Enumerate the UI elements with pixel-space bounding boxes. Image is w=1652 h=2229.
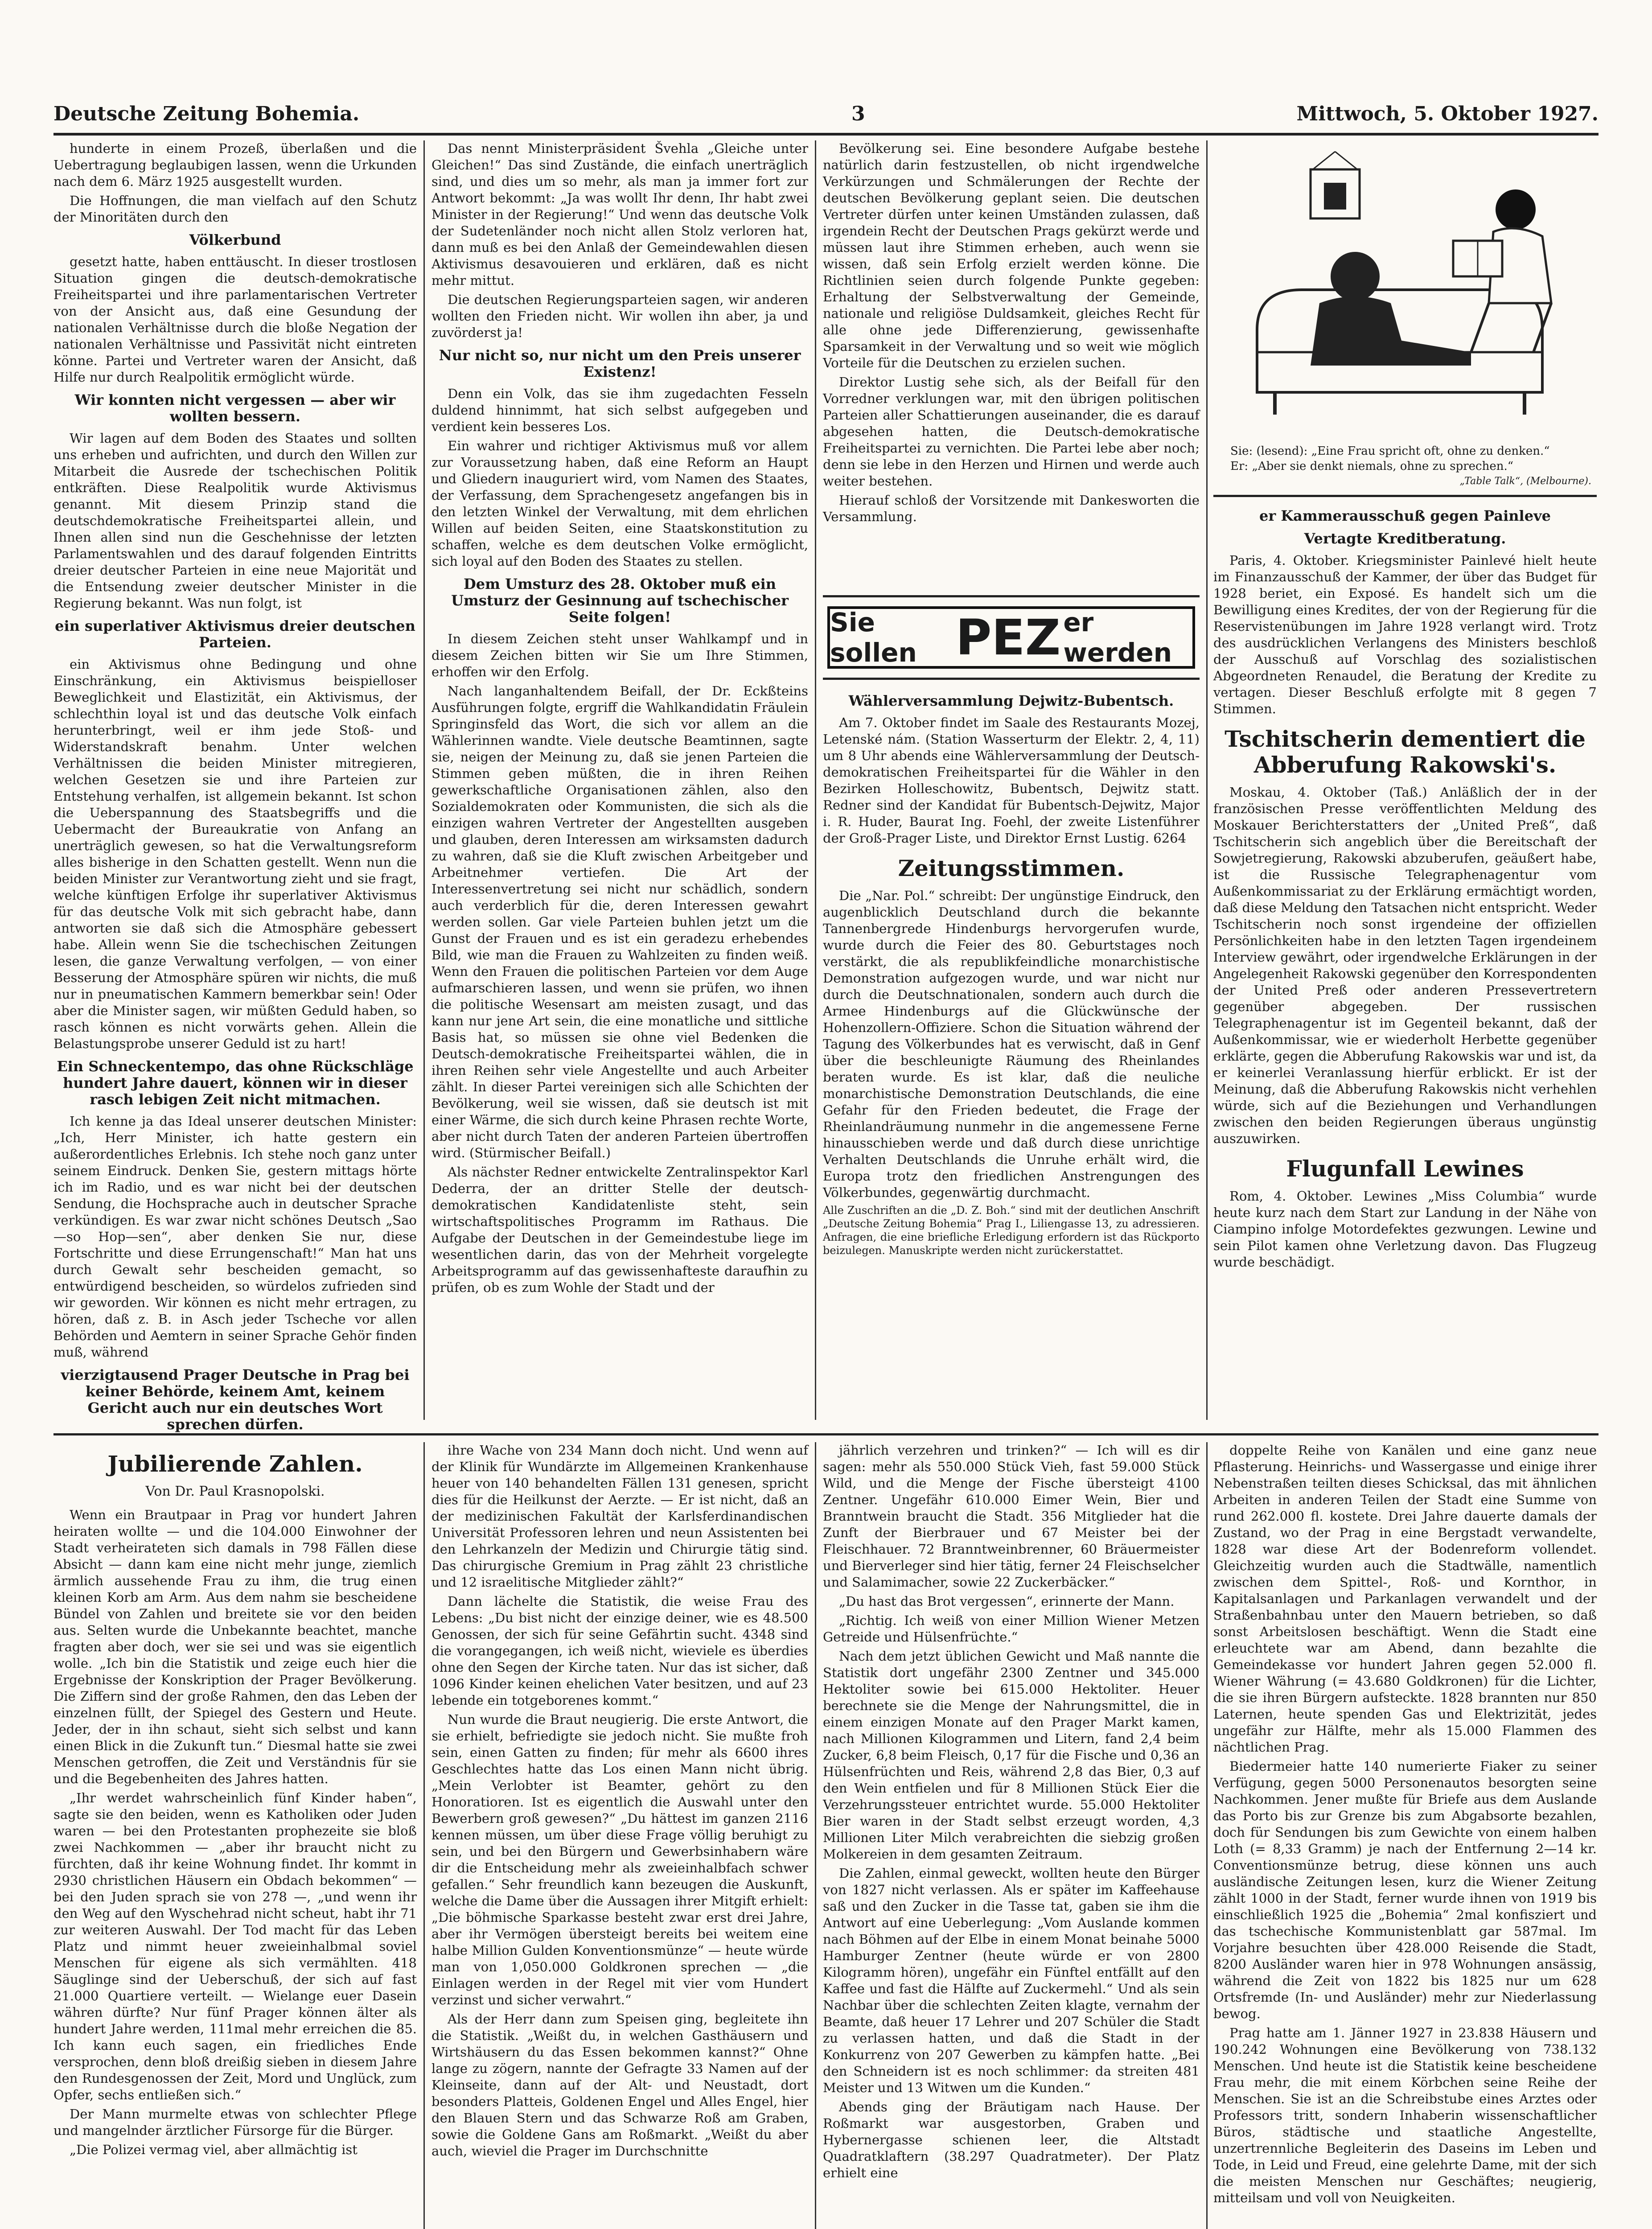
masthead-date: Mittwoch, 5. Oktober 1927. [1296, 103, 1599, 125]
lower-column-2 [431, 1442, 808, 2229]
paragraph: „Richtig. Ich weiß von einer Million Wiener Metzen Getreide und Hülsenfrüchte.“ [823, 1613, 1200, 1645]
paragraph: Ich kenne ja das Ideal unserer deutschen Minister: „Ich, Herr Minister, ich hatte gestern ein außerordentliches Erlebnis. Ich stehe noch ganz unter seinem Eindruck. Denken Sie, gestern mittags hörte ich im Radio, und es war nicht bei der deutschen Sendung, die Hochsprache auch in deutscher Sprache verkündigen. Es war zwar nicht schönes Deutsch „Sao—so Hop—sen“, aber denken Sie nur, diese Fortschritte und diese Errungenschaft!“ Man hat uns durch Gewalt sehr bescheiden gemacht, so entwürdigend bescheiden, so würdelos zufrieden sind wir geworden. Wir können es nicht mehr ertragen, zu hören, daß z. B. in Asch jeder Tscheche vor allen Behörden und Aemtern in seiner Sprache Gehör finden muß, während [53, 1114, 417, 1360]
paragraph: Die Zahlen, einmal geweckt, wollten heute den Bürger von 1827 nicht verlassen. Als er später im Kaffeehause saß und den Zucker in die Tasse tat, gaben sie ihm die Antwort auf eine Ueberlegung: „Vom Auslande kommen nach Böhmen auf der Elbe in einem Monat beinahe 5000 Hamburger Zentner (heute würde er von 2800 Kilogramm hören), ungefähr ein Fünftel entfällt auf den Kaffee und fast die Hälfte auf Zuckermehl.“ Und als sein Nachbar über die schlechten Zeiten klagte, vernahm der Beamte, daß heuer 17 Lehrer und 207 Schüler die Stadt zu verlassen hatten, und daß die Stadt in der Konkurrenz von 207 Gewerben zu kämpfen hatte. „Bei den Schneidern ist es noch schlimmer: da streiten 481 Meister und 13 Witwen um die Kunden.“ [823, 1866, 1200, 2095]
paragraph: Wenn ein Brautpaar in Prag vor hundert Jahren heiraten wollte — und die 104.000 Einwohner der Stadt verheirateten sich damals in 798 Fällen diese Absicht — dann kam eine nicht mehr junge, ziemlich ärmlich aussehende Frau zu ihm, die trug einen kleinen Korb am Arm. Aus dem nahm sie bescheidene Bündel von Zahlen und breitete sie vor den beiden aus. Selten wurde die Unbekannte beachtet, manche fragten aber doch, wer sie sei und was sie eigentlich wolle. „Ich bin die Statistik und zeige euch hier die Ergebnisse der Konskription der Prager Bevölkerung. Die Ziffern sind der große Rahmen, den das Leben der einzelnen füllt, der Spiegel des Gestern und Heute. Jeder, der in ihn schaut, sieht sich selbst und kann einen Blick in die Zukunft tun.“ Diesmal hatte sie zwei Menschen getroffen, die Zeit und Verständnis für sie und die Begebenheiten des Jahres hatten. [53, 1507, 417, 1786]
section-heading: Nur nicht so, nur nicht um den Preis unserer Existenz! [439, 347, 801, 380]
pez-advertisement [827, 606, 1195, 669]
paragraph: Abends ging der Bräutigam nach Hause. Der Roßmarkt war ausgestorben, Graben und Hybernergasse schienen leer, die Altstadt Quadratklaftern (38.297 Quadratmeter). Der Platz erhielt eine [823, 2099, 1200, 2180]
paragraph: Das nennt Ministerpräsident Švehla „Gleiche unter Gleichen!“ Das sind Zustände, die einfach unerträglich sind, und dies um so mehr, als man ja immer fort zur Antwort bekommt: „Ja was wollt Ihr denn, Ihr habt zwei Minister in der Regierung!“ Und wenn das deutsche Volk der Sudetenländer noch nicht allen Stolz verloren hat, dann muß es bei den Anlaß der Gemeindewahlen diesen Aktivismus desavouieren und erklären, daß es nicht mehr mittut. [431, 141, 808, 288]
section-heading: Vertagte Kreditberatung. [1304, 530, 1506, 547]
paragraph: Dann lächelte die Statistik, die weise Frau des Lebens: „Du bist nicht der einzige deiner, wie es 48.500 Genossen, der sich für seine Gefährtin sucht. 4348 sind die vorangegangen, ich weiß nicht, wieviele es überdies ohne den Segen der Kirche taten. Nur das ist sicher, daß 1096 Kinder keinen ehelichen Vater besitzen, und auf 23 lebende ein totgeborenes kommt.“ [431, 1594, 808, 1708]
paragraph: Die deutschen Regierungsparteien sagen, wir anderen wollten den Frieden nicht. Wir wollen ihn aber, ja und zuvörderst ja! [431, 292, 808, 340]
caption-line-1: Sie: (lesend): „Eine Frau spricht oft, ohne zu denken.“ [1230, 444, 1550, 458]
column-divider [1206, 140, 1208, 1420]
column-divider [423, 1442, 425, 2229]
upper-column-4 [1213, 502, 1597, 1420]
paragraph: Nach langanhaltendem Beifall, der Dr. Eckßteins Ausführungen folgte, ergriff die Wahlkandidatin Fräulein Springinsfeld das Wort, die sich vor allem an die Wählerinnen wandte. Viele deutsche Beamtinnen, sagte sie, neigen der Meinung zu, daß sie jenen Parteien die Stimmen geben müßten, die in ihren Reihen gewerkschaftliche Organisationen zählen, also den Sozialdemokraten oder Kommunisten, die sich als die einzigen wahren Vertreter der Angestellten ausgeben und glauben, deren Interessen am wirksamsten dadurch zu wahren, daß sie die Kluft zwischen Arbeitgeber und Arbeitnehmer vertiefen. Die Art der Interessenvertretung sei nicht nur schädlich, sondern auch verderblich für die, deren Interessen gewahrt werden sollen. Gar viele Parteien buhlen jetzt um die Gunst der Frauen und es ist ein geradezu erhebendes Bild, wie man die Frauen zu Wahlzeiten zu finden weiß. Wenn den Frauen die politischen Parteien vor dem Auge aufmarschieren lassen, und wenn sie prüfen, wo ihnen die politische Wesensart am meisten zusagt, und das kann nur jene Art sein, die eine monatliche und sittliche Basis hat, so müssen sie ohne viel Bedenken die Deutsch-demokratische Freiheitspartei wählen, die in ihren Reihen sehr viele Angestellte und auch Arbeiter zählt. In dieser Partei vereinigen sich alle Schichten der Bevölkerung, weil sie wissen, daß sie deutsch ist mit einer Wärme, die sich durch keine Phrasen rechte Worte, aber nicht durch Taten der anderen Parteien übertroffen wird. (Stürmischer Beifall.) [431, 683, 808, 1160]
upper-column-3-top [823, 140, 1200, 586]
paragraph: Nach dem jetzt üblichen Gewicht und Maß nannte die Statistik dort ungefähr 2300 Zentner und 345.000 Hektoliter sowie bei 615.000 Hektoliter. Heuer berechnete sie die Menge der Nahrungsmittel, die in einem einzigen Monate auf den Prager Markt kamen, nach Millionen Kilogrammen und Litern, fand 2,4 beim Zucker, 6,8 beim Fleisch, 0,17 für die Fische und 0,36 an Hülsenfrüchten und Reis, während 2,8 das Bier, 0,3 auf den Wein entfielen und für 8 Millionen Stück Eier die Verzehrungssteuer entrichtet wurde. 55.000 Hektoliter Bier waren in der Stadt selbst erzeugt worden, 4,3 Millionen Liter Milch verabreichten die siebzig großen Molkereien in dem gesamten Zeitraum. [823, 1649, 1200, 1862]
column-divider [423, 140, 425, 1420]
paragraph: Die „Nar. Pol.“ schreibt: Der ungünstige Eindruck, den augenblicklich Deutschland durch die bekannte Tannenbergrede Hindenburgs hervorgerufen wurde, wurde durch die Feier des 80. Geburtstages noch verstärkt, die als republikfeindliche monarchistische Demonstration aufgezogen wurde, und war nicht nur durch die Deutschnationalen, sondern auch durch die Armee Hindenburgs auf die Glückwünsche der Hohenzollern-Offiziere. Schon die Situation während der Tagung des Völkerbundes hat es verwischt, daß in Genf über die beschleunigte Räumung des Rheinlandes beraten wurde. Es ist klar, daß die neuliche monarchistische Demonstration Deutschlands, die eine Gefahr für den Frieden bedeutet, die Frage der Rheinlandräumung nunmehr in die angemessene Ferne hinausschieben werde und daß durch diese unrichtige Verhalten Deutschlands die Unruhe erhält wird, die Europa trotz den friedlichen Anstrengungen des Völkerbundes, gegenwärtig durchmacht. [823, 888, 1200, 1200]
ad-text-right: er werden [1063, 607, 1172, 668]
article-byline: Von Dr. Paul Krasnopolski. [145, 1484, 325, 1499]
article-title: Jubilierende Zahlen. [107, 1451, 363, 1477]
paragraph: Moskau, 4. Oktober (Taß.) Anläßlich der in der französischen Presse veröffentlichten Meldung des Moskauer Berichterstatters der „United Preß“, daß Tschitscherin sich angeblich über die Bereitschaft der Sowjetregierung, Rakowski abzuberufen, geäußert habe, ist die Russische Telegraphenagentur vom Außenkommissariat zu der Erklärung ermächtigt worden, daß diese Meldung den Tatsachen nicht entspricht. Weder Tschitscherin noch sonst irgendeine der offiziellen Persönlichkeiten habe in den letzten Tagen irgendeinem Interview gewährt, oder irgendwelche Erklärungen in der Angelegenheit Rakowski gegenüber den Korrespondenten der United Preß oder anderen Pressevertretern gegenüber abgegeben. Der russischen Telegraphenagentur ist im Gegenteil bekannt, daß der Außenkommissar, wie er wiederholt Herbette gegenüber erklärte, gegen die Abberufung Rakowskis war und ist, da er keinerlei Veranlassung hierfür erblickt. Er ist der Meinung, daß die Abberufung Rakowskis nicht verhehlen würde, sich auf die Beziehungen und Verhandlungen zwischen den beiden Regierungen überaus ungünstig auszuwirken. [1213, 785, 1597, 1146]
paragraph: Wir lagen auf dem Boden des Staates und sollten uns erheben und aufrichten, und durch den Willen zur Mitarbeit die Ausrede der tschechischen Politik entkräften. Diese Realpolitik wurde Aktivismus genannt. Mit diesem Prinzip stand die deutschdemokratische Freiheitspartei allein, und Ihnen allen sind nun die Geschehnisse der letzten Parlamentswahlen und des darauf folgenden Eintritts dreier deutscher Parteien in eine neue Majorität und die Entsendung zweier deutscher Minister in die Regierung bekannt. Was nun folgt, ist [53, 431, 417, 611]
paragraph: Der Mann murmelte etwas von schlechter Pflege und mangelnder ärztlicher Fürsorge für die Bürger. [53, 2106, 417, 2138]
paragraph: hunderte in einem Prozeß, überlaßen und die Uebertragung beglaubigen lassen, wenn die Urkunden nach dem 6. März 1925 ausgestellt wurden. [53, 141, 417, 189]
cartoon-caption [1217, 444, 1591, 489]
masthead [53, 103, 1599, 129]
section-heading: Wählerversammlung Dejwitz-Bubentsch. [848, 692, 1174, 709]
section-heading: Wir konnten nicht vergessen — aber wir wollten bessern. [74, 391, 396, 425]
section-heading: Völkerbund [189, 231, 281, 248]
upper-column-1 [53, 140, 417, 1433]
paragraph: „Ihr werdet wahrscheinlich fünf Kinder haben“, sagte sie den beiden, wenn es Katholiken oder Juden waren — bei den Protestanten prophezeite sie bloß zwei Nachkommen — „aber ihr braucht nicht zu fürchten, daß ihr keine Wohnung findet. Ihr kommt in 2930 christlichen Häusern ein Obdach bekommen“ — bei den Juden sprach sie von 278 —, „und wenn ihr den Weg auf den Wyschehrad nicht scheut, habt ihr 71 zur weiteren Auswahl. Der Tod macht für das Leben Platz und nimmt heuer zweieinhalbmal soviel Menschen für eigene als sich vermählten. 418 Säuglinge sind der Ueberschuß, der sich auf fast 21.000 Quartiere verteilt. — Wielange euer Dasein währen dürfte? Nur fünf Prager können älter als hundert Jahre werden, 111mal mehr erreichen die 85. Ich kann euch sagen, ein friedliches Ende versprochen, denn bloß dreißig sieben in diesem Jahre den Rundesgenossen der Zeit, Mord und Unglück, zum Opfer, sechs entließen sich.“ [53, 1790, 417, 2102]
paragraph: doppelte Reihe von Kanälen und eine ganz neue Pflasterung. Heinrichs- und Wassergasse und einige ihrer Nebenstraßen teilten dieses Schicksal, das mit ähnlichen Arbeiten in anderen Teilen der Stadt eine Summe von rund 262.000 fl. kostete. Drei Jahre dauerte damals der Zustand, wo der Prag in eine Bergstadt verwandelte, 1828 war diese Art der Bodenreform vollendet. Gleichzeitig wurden auch die Stadtwälle, namentlich zwischen dem Spittel-, Roß- und Kornthor, in Kapitalsanlagen und Parkanlagen verwandelt und der Straßenbahnbau unter den Mauern betrieben, so daß sonst Arbeitslosen beschäftigt. Wenn die Stadt eine erleuchtete war am Abend, dann bezahlte die Gemeindekasse vor hundert Jahren gegen 52.000 fl. Wiener Währung (= 43.680 Goldkronen) für die Lichter, die sie ihren Bürgern aufsteckte. 1828 brannten nur 850 Laternen, heute spenden Gas und Elektrizität, jedes ungefähr zur Hälfte, mehr als 15.000 Flammen des nächtlichen Prag. [1213, 1443, 1597, 1755]
upper-column-3-bottom [823, 687, 1200, 1420]
ad-text-left: Sie sollen [830, 607, 917, 668]
paragraph: Direktor Lustig sehe sich, als der Beifall für den Vorredner verklungen war, mit den übrigen politischen Parteien aller Schattierungen auseinander, die es darauf abgesehen hatten, die Deutsch-demokratische Freiheitspartei zu vernichten. Die Partei lebe aber noch; denn sie lebe in den Herzen und Hirnen und werde auch weiter bestehen. [823, 374, 1200, 489]
upper-column-2 [431, 140, 808, 1420]
paragraph: jährlich verzehren und trinken?“ — Ich will es dir sagen: mehr als 550.000 Stück Vieh, fast 59.000 Stück Wild, und die Menge der Fische übersteigt 4100 Zentner. Ungefähr 610.000 Eimer Wein, Bier und Branntwein braucht die Stadt. 356 Mitglieder hat die Zunft der Bierbrauer und 67 Meister bei der Fleischhauer. 72 Branntweinbrenner, 60 Bräuermeister und Bierverleger sind hier tätig, ferner 24 Fleischselcher und Salamimacher, sowie 22 Zuckerbäcker.“ [823, 1443, 1200, 1590]
paragraph: ihre Wache von 234 Mann doch nicht. Und wenn auf der Klinik für Wundärzte im Allgemeinen Krankenhause heuer von 140 behandelten Fällen 131 genesen, spricht dies für die Heilkunst der Aerzte. — Er ist nicht, daß an der medizinischen Fakultät der Karlsferdinandischen Universität Professoren lehren und neun Assistenten bei den Lehrkanzeln der Medizin und Chirurgie tätig sind. Das chirurgische Gremium in Prag zählt 23 christliche und 12 israelitische Mitglieder zählt?“ [431, 1443, 808, 1590]
paragraph: Denn ein Volk, das sie ihm zugedachten Fesseln duldend hinnimmt, hat sich selbst aufgegeben und verdient kein besseres Los. [431, 386, 808, 434]
paragraph: In diesem Zeichen steht unser Wahlkampf und in diesem Zeichen bitten wir Sie um Ihre Stimmen, erhoffen wir den Erfolg. [431, 631, 808, 679]
section-heading: er Kammerausschuß gegen Painleve [1259, 507, 1551, 524]
paragraph: Paris, 4. Oktober. Kriegsminister Painlevé hielt heute im Finanzausschuß der Kammer, der über das Budget für 1928 beriet, ein Exposé. Es handelt sich um die Bewilligung eines Kredites, der von der Regierung für die Reservistenübungen im Jahre 1928 verlangt wird. Trotz des ausdrücklichen Verlangens des Ministers beschloß der Ausschuß auf Vorschlag des sozialistischen Abgeordneten Renaudel, die Beratung der Kredite zu vertagen. Dieser Beschluß erfolgte mit 8 gegen 7 Stimmen. [1213, 553, 1597, 716]
section-divider [53, 1433, 1599, 1435]
masthead-page-number: 3 [851, 103, 865, 125]
paragraph: „Die Polizei vermag viel, aber allmächtig ist [70, 2142, 358, 2157]
paragraph: gesetzt hatte, haben enttäuscht. In dieser trostlosen Situation gingen die deutsch-demokratische Freiheitspartei und ihre parlamentarischen Vertreter von der Ansicht aus, daß eine Gesundung der nationalen Verhältnisse durch die bloße Negation der nationalen Verhältnisse und Passivität nicht eintreten könne. Partei und Vertreter waren der Ansicht, daß Hilfe nur durch Realpolitik ermöglicht würde. [53, 254, 417, 385]
paragraph: Bevölkerung sei. Eine besondere Aufgabe bestehe natürlich darin festzustellen, ob nicht irgendwelche Verkürzungen und Schmälerungen der Rechte der deutschen Bevölkerung geplant seien. Die deutschen Vertreter dürfen unter keinen Umständen zulassen, daß irgendein Recht der Deutschen Prags gekürzt werde und müssen laut ihre Stimmen erheben, auch wenn sie wissen, daß sein Erfolg erzielt werden könne. Die Richtlinien seien durch folgende Punkte gegeben: Erhaltung der Selbstverwaltung der Gemeinde, nationale und religiöse Duldsamkeit, gleiches Recht für alle ohne jede Differenzierung, gewissenhafte Sparsamkeit in der Verwaltung und so weit wie möglich Vorteile für die Deutschen zu erzielen suchen. [823, 141, 1200, 370]
section-heading: Ein Schneckentempo, das ohne Rückschläge hundert Jahre dauert, können wir in dieser rasch lebigen Zeit nicht mitmachen. [57, 1058, 414, 1108]
masthead-rule [53, 133, 1599, 136]
paragraph: „Du hast das Brot vergessen“, erinnerte der Mann. [839, 1594, 1175, 1609]
paragraph: Rom, 4. Oktober. Lewines „Miss Columbia“ wurde heute kurz nach dem Start zur Landung in der Nähe von Ciampino infolge Motordefektes gezwungen. Lewine und sein Pilot kamen ohne Verletzung davon. Das Flugzeug wurde beschädigt. [1213, 1189, 1597, 1270]
section-rule [1213, 495, 1597, 497]
paragraph: Ein wahrer und richtiger Aktivismus muß vor allem zur Voraussetzung haben, daß eine Reform an Haupt und Gliedern inauguriert wird, vom Namen des Staates, der Verfassung, dem Sprachengesetz angefangen bis in den letzten Winkel der Verwaltung, mit dem ehrlichen Willen auf beiden Seiten, eine Staatskonstitution zu schaffen, welche es dem deutschen Volke ermöglicht, sich loyal auf den Boden des Staates zu stellen. [431, 438, 808, 569]
lower-column-3 [823, 1442, 1200, 2229]
column-divider [815, 1442, 816, 2229]
ad-text-pez: PEZ [955, 609, 1061, 666]
article-headline: Tschitscherin dementiert die Abberufung Rakowski's. [1225, 726, 1586, 778]
paragraph: Hierauf schloß der Vorsitzende mit Dankesworten die Versammlung. [823, 493, 1200, 524]
paragraph: Prag hatte am 1. Jänner 1927 in 23.838 Häusern und 190.242 Wohnungen eine Bevölkerung von 738.132 Menschen. Und heute ist die Statistik keine bescheidene Frau mehr, die mit einem Körbchen seine Reihe der Menschen. Sie ist an die Schreibstube eines Arztes oder Professors tritt, sondern Inhaberin wissenschaftlicher Büros, städtische und staatliche Angestellte, unzertrennliche Begleiterin des Daseins im Leben und Tode, in Leid und Freud, eine gelehrte Dame, mit der sich die meisten Menschen nur Geschäftes; neugierig, mitteilsam und voll von Neuigkeiten. [1213, 2025, 1597, 2205]
section-heading: Dem Umsturz des 28. Oktober muß ein Umsturz der Gesinnung auf tschechischer Seite folgen! [451, 576, 789, 625]
paragraph: ein Aktivismus ohne Bedingung und ohne Einschränkung, ein Aktivismus beispielloser Beweglichkeit und Elastizität, ein Aktivismus, der schlechthin loyal ist und das deutsche Volk einfach herunterbringt, weil er ihm jede Stoß- und Widerstandskraft benahm. Unter welchen Verhältnissen die beiden Minister mitregieren, welchen Gesetzen sie und ihre Parteien zur Entstehung verhalfen, ist allgemein bekannt. Ist schon die Ueberspannung des Staatsbegriffs und die Uebermacht der Bureaukratie von Anfang an unerträglich gewesen, so hat die Verwaltungsreform alles bisherige in den Schatten gestellt. Wenn nun die beiden Minister zur Verantwortung zieht und sie fragt, welche künftigen Erfolge ihr superlativer Aktivismus für das deutsche Volk mit sich gebracht habe, dann antworten sie daß sich die Atmosphäre gebessert habe. Allein wenn Sie die tschechischen Zeitungen lesen, die ganze Verwaltung verfolgen, — von einer Besserung der Atmosphäre spüren wir nichts, die muß nur in pneumatischen Kammern bemerkbar sein! Oder aber die Minister sagen, wir müßten Geduld haben, so rasch können es nicht vorwärts gehen. Allein die Belastungsprobe unserer Geduld ist zu hart! [53, 657, 417, 1051]
section-heading: vierzigtausend Prager Deutsche in Prag bei keiner Behörde, keinem Amt, keinem Gericht auch nur ein deutsches Wort sprechen dürfen. [61, 1366, 410, 1433]
article-headline: Zeitungsstimmen. [898, 855, 1125, 881]
article-headline: Flugunfall Lewines [1286, 1156, 1524, 1182]
column-divider [1206, 1442, 1208, 2229]
lower-column-4 [1213, 1442, 1597, 2229]
caption-line-2: Er: „Aber sie denkt niemals, ohne zu sprechen.“ [1230, 460, 1514, 473]
editorial-notice: Alle Zuschriften an die „D. Z. Boh.“ sind mit der deutlichen Anschrift „Deutsche Zeitung Bohemia“ Prag I., Liliengasse 13, zu adressieren. Anfragen, die eine briefliche Erledigung erfordern ist das Rückporto beizulegen. Manuskripte werden nicht zurückerstattet. [823, 1204, 1200, 1257]
section-rule [823, 678, 1200, 680]
lower-column-1 [53, 1442, 417, 2229]
caption-source: „Table Talk“, (Melbourne). [1459, 476, 1591, 487]
section-heading: ein superlativer Aktivismus dreier deutschen Parteien. [55, 617, 415, 651]
masthead-paper-name: Deutsche Zeitung Bohemia. [53, 103, 360, 125]
section-rule [823, 595, 1200, 597]
paragraph: Die Hoffnungen, die man vielfach auf den Schutz der Minoritäten durch den [53, 193, 417, 225]
column-divider [815, 140, 816, 1420]
paragraph: Als nächster Redner entwickelte Zentralinspektor Karl Dederra, der an dritter Stelle der deutsch-demokratischen Kandidatenliste steht, sein wirtschaftspolitisches Programm im Rathaus. Die Aufgabe der Deutschen in der Gemeindestube liege im wesentlichen darin, das von der Mehrheit vorgelegte Arbeitsprogramm auf das gewissenhafteste daraufhin zu prüfen, ob es zum Wohle der Stadt und der [431, 1164, 808, 1295]
cartoon-illustration [1221, 143, 1587, 437]
paragraph: Nun wurde die Braut neugierig. Die erste Antwort, die sie erhielt, befriedigte sie jedoch nicht. Sie mußte froh sein, einen Gatten zu finden; für mehr als 6600 ihres Geschlechtes hatte das Los einen Mann nicht übrig. „Mein Verlobter ist Beamter, gehört zu den Honoratioren. Ist es eigentlich die Auswahl unter den Bewerbern groß gewesen?“ „Du hättest im ganzen 2116 kennen müssen, um über diese Frage völlig beruhigt zu sein, und bei den Bürgern und Gewerbsinhabern wäre dir die Entscheidung mehr als zweieinhalbfach schwer gefallen.“ Sehr freundlich kann bezeugen die Auskunft, welche die Dame über die Aussagen ihrer Mitgift erhielt: „Die böhmische Sparkasse besteht zwar erst drei Jahre, aber ihr Vermögen übersteigt bereits bei weitem eine halbe Million Gulden Konventionsmünze“ — heute würde man von 1,050.000 Goldkronen sprechen — „die Einlagen werden in der Regel mit vier vom Hundert verzinst und sicher verwahrt.“ [431, 1712, 808, 2007]
paragraph: Als der Herr dann zum Speisen ging, begleitete ihn die Statistik. „Weißt du, in welchen Gasthäusern und Wirtshäusern du das Essen bekommen kannst?“ Ohne lange zu zögern, nannte der Gefragte 33 Namen auf der Kleinseite, dann auf der Alt- und Neustadt, dort besonders Platteis, Goldenen Engel und Alles Engel, hier den Blauen Stern und das Schwarze Roß am Graben, sowie die Goldene Gans am Roßmarkt. „Weißt du aber auch, wieviel die Prager im Durchschnitte [431, 2011, 808, 2159]
paragraph: Am 7. Oktober findet im Saale des Restaurants Mozej, Letenské nám. (Station Wasserturm der Elektr. 2, 4, 11) um 8 Uhr abends eine Wählerversammlung der Deutsch-demokratischen Freiheitspartei für die Wähler in den Bezirken Holleschowitz, Bubentsch, Dejwitz statt. Redner sind der Kandidat für Bubentsch-Dejwitz, Major i. R. Huder, Baurat Ing. Foehl, der zweite Listenführer der Groß-Prager Liste, und Direktor Ernst Lustig. 6264 [823, 715, 1200, 846]
paragraph: Biedermeier hatte 140 numerierte Fiaker zu seiner Verfügung, gegen 5000 Personenautos besorgten seine Nachkommen. Jener mußte für Briefe aus dem Auslande das Porto bis zur Grenze bis zum Abgabsorte bezahlen, doch für Sendungen bis zum Gewichte von einem halben Loth (= 8,33 Gramm) je nach der Entfernung 2—14 kr. Conventionsmünze betrug, diese können uns auch ausländische Zeitungen lesen, kurz die Wiener Zeitung zählt 1000 in der Stadt, ferner wurde ihnen von 1919 bis einschließlich 1925 die „Bohemia“ 2mal konfisziert und das tschechische Kommunistenblatt gar 587mal. Im Vorjahre besuchten über 428.000 Reisende die Stadt, 8200 Ausländer waren hier in 978 Wohnungen ansässig, während die Zeit von 1822 bis 1825 nur um 628 Ortsfremde (In- und Ausländer) mehr zur Niederlassung bewog. [1213, 1759, 1597, 2021]
